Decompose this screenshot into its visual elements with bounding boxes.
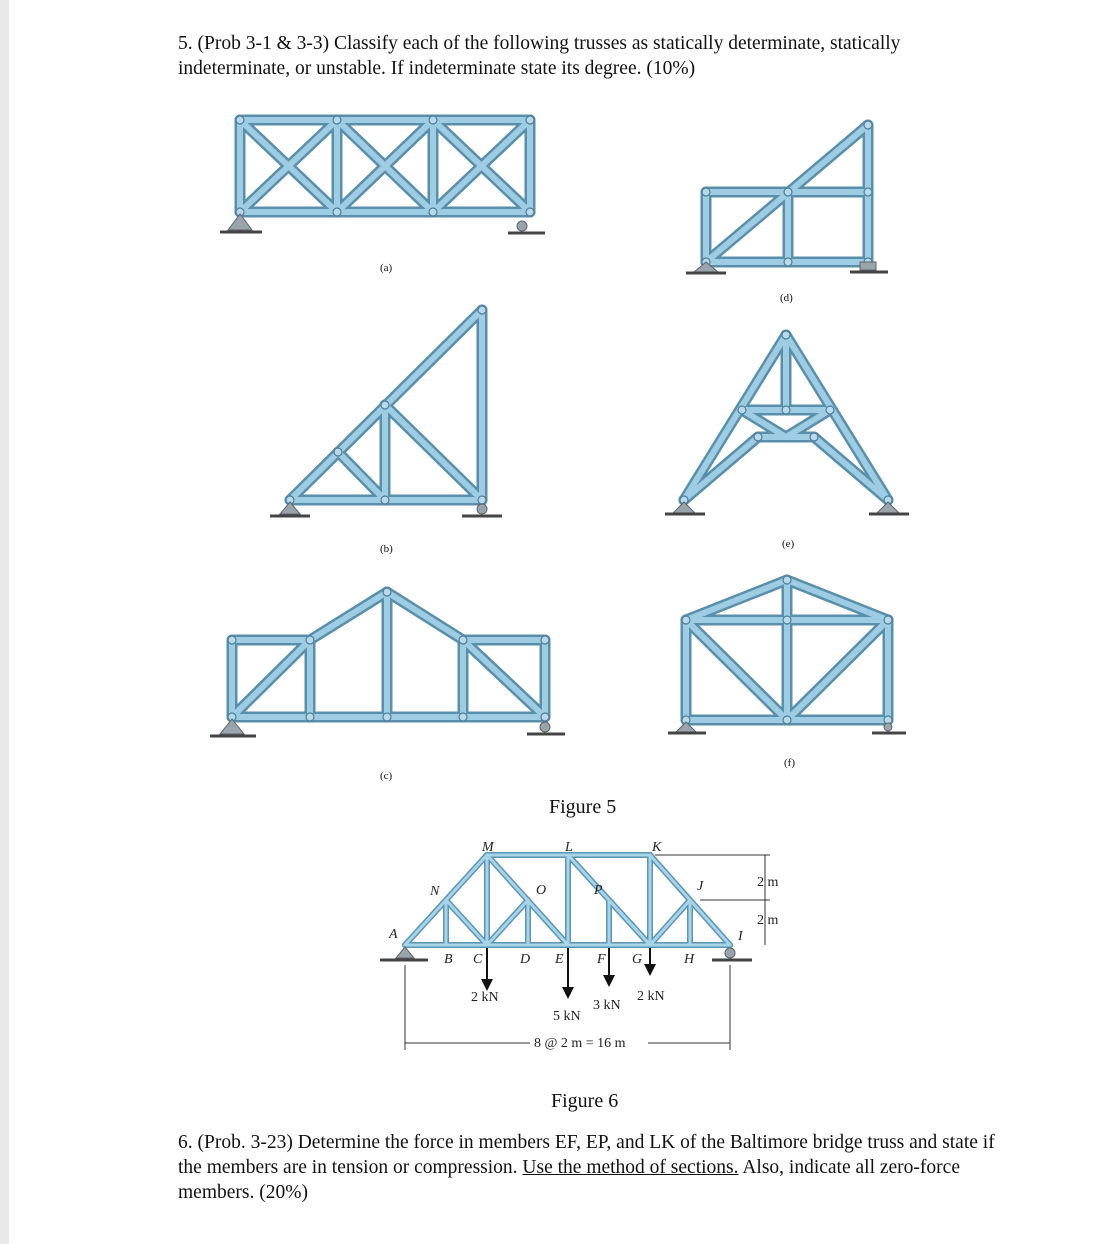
label-a: (a): [380, 262, 393, 274]
label-d: (d): [780, 292, 793, 304]
joint-I: I: [738, 929, 743, 944]
dim-upper-height: 2 m: [757, 875, 779, 890]
joint-B: B: [444, 952, 453, 967]
label-e: (e): [782, 538, 795, 550]
figure-6-caption: Figure 6: [551, 1090, 619, 1112]
dim-span: 8 @ 2 m = 16 m: [534, 1036, 626, 1051]
problem-6-text-end: Also, indicate all zero-force members. (20%): [178, 1157, 960, 1203]
joint-L: L: [565, 840, 573, 855]
joint-P: P: [594, 883, 603, 898]
label-f: (f): [784, 757, 795, 769]
joint-E: E: [555, 952, 564, 967]
figure-5-caption: Figure 5: [549, 796, 617, 818]
joint-N: N: [430, 884, 440, 899]
joint-O: O: [536, 883, 547, 898]
load-C: 2 kN: [471, 990, 499, 1005]
load-E: 5 kN: [553, 1009, 581, 1024]
dim-lower-height: 2 m: [757, 913, 779, 928]
problem-6-statement: [178, 1130, 998, 1205]
load-G: 2 kN: [637, 989, 665, 1004]
joint-J: J: [697, 879, 704, 894]
problem-6-number: 6.: [178, 1132, 193, 1153]
load-F: 3 kN: [593, 998, 621, 1013]
label-c: (c): [380, 770, 393, 782]
joint-H: H: [684, 952, 695, 967]
problem-5-text: (Prob 3-1 & 3-3) Classify each of the following trusses as statically determinate, statically indeterminate, or unstable. If indeterminate state its degree. (10%): [178, 33, 901, 79]
problem-6-text: (Prob. 3-23) Determine the force in members EF, EP, and LK of the Baltimore bridge truss and state if the members are in tension or compression.: [178, 1132, 995, 1178]
problem-5-number: 5.: [178, 33, 193, 54]
joint-C: C: [473, 952, 483, 967]
label-b: (b): [380, 543, 393, 555]
joint-A: A: [389, 927, 398, 942]
problem-6-method-note: Use the method of sections.: [522, 1157, 739, 1178]
joint-F: F: [597, 952, 606, 967]
joint-M: M: [482, 840, 494, 855]
joint-G: G: [632, 952, 643, 967]
joint-K: K: [652, 840, 662, 855]
joint-D: D: [520, 952, 531, 967]
